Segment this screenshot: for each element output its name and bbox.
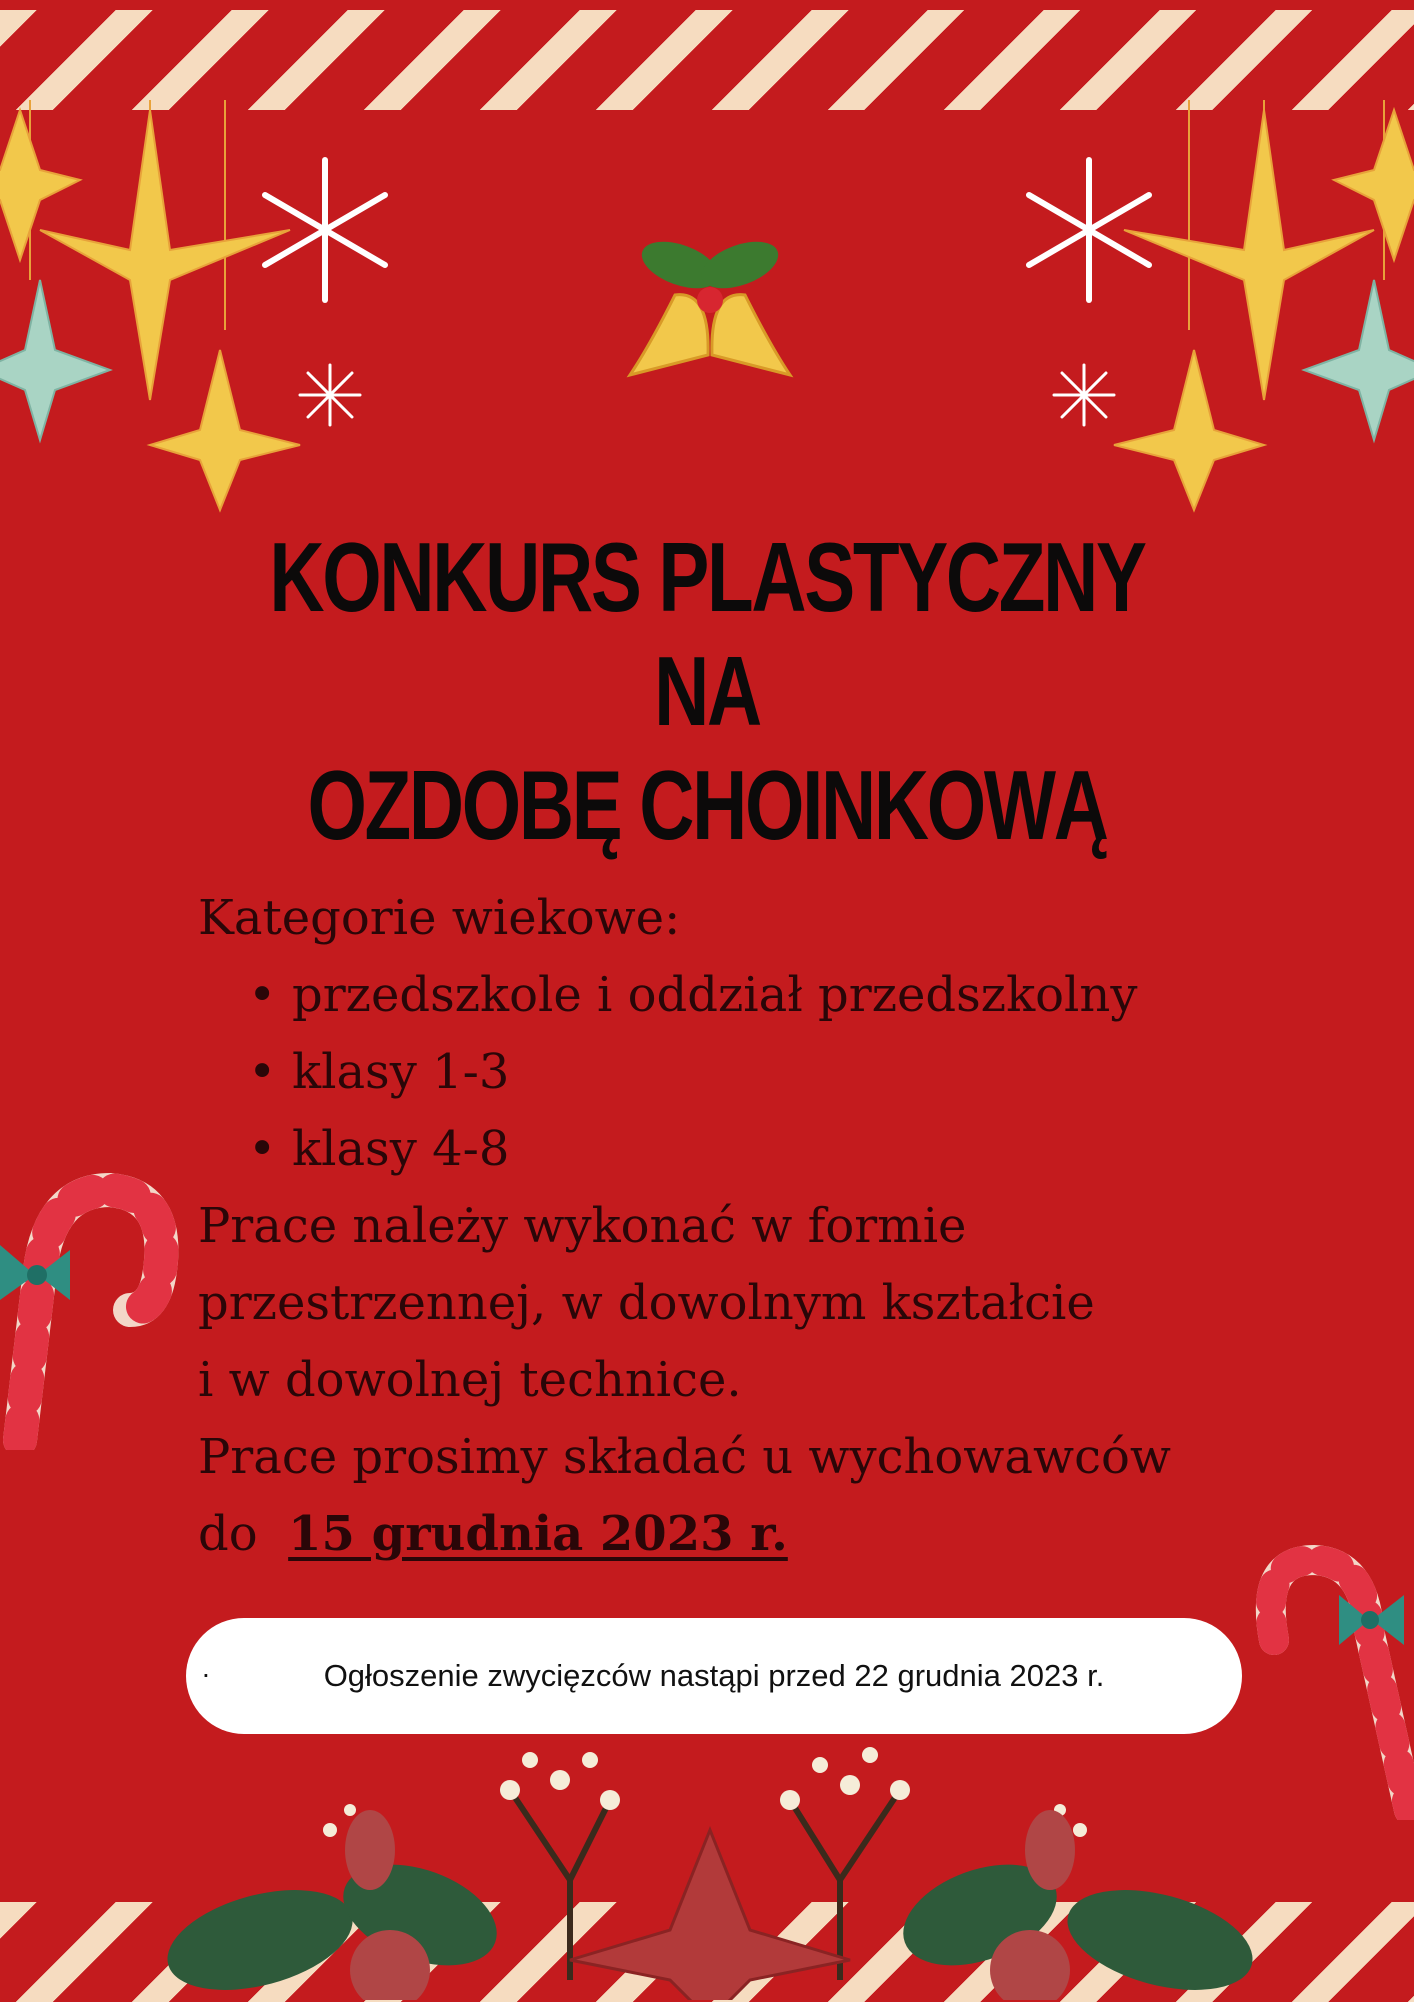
category-item: • klasy 4-8 [198, 1111, 1298, 1188]
star-icon [1304, 280, 1414, 440]
snowflake-icon [265, 160, 385, 300]
categories-list [198, 957, 1298, 1188]
contest-details [198, 880, 1298, 1573]
title-line-1: KONKURS PLASTYCZNY NA [269, 522, 1145, 746]
snowflake-icon [1054, 365, 1114, 425]
category-item: • przedszkole i oddział przedszkolny [198, 957, 1298, 1034]
format-line: przestrzennej, w dowolnym kształcie [198, 1275, 1095, 1331]
bells-icon [620, 235, 800, 410]
deadline-prefix: do [198, 1506, 258, 1562]
deadline-line [198, 1496, 1298, 1573]
category-item: • klasy 1-3 [198, 1034, 1298, 1111]
top-right-ornaments [994, 100, 1414, 520]
snowflake-icon [300, 365, 360, 425]
announcement-dot: . [202, 1652, 210, 1683]
contest-title [234, 520, 1181, 862]
format-line: Prace należy wykonać w formie [198, 1198, 967, 1254]
deadline-date: 15 grudnia 2023 r. [288, 1506, 788, 1562]
snowflake-icon [1029, 160, 1149, 300]
announcement-banner [186, 1618, 1242, 1734]
announcement-text: Ogłoszenie zwycięzców nastąpi przed 22 grudnia 2023 r. [323, 1658, 1105, 1693]
categories-label: Kategorie wiekowe: [198, 890, 681, 946]
top-stripe-border [0, 10, 1414, 110]
submit-line: Prace prosimy składać u wychowawców [198, 1429, 1171, 1485]
title-line-2: OZDOBĘ CHOINKOWĄ [307, 750, 1107, 860]
format-line: i w dowolnej technice. [198, 1352, 742, 1408]
star-icon [0, 280, 110, 440]
poinsettia-icon [150, 1730, 1270, 2000]
top-left-ornaments [0, 100, 420, 520]
candy-cane-icon [0, 1150, 200, 1450]
